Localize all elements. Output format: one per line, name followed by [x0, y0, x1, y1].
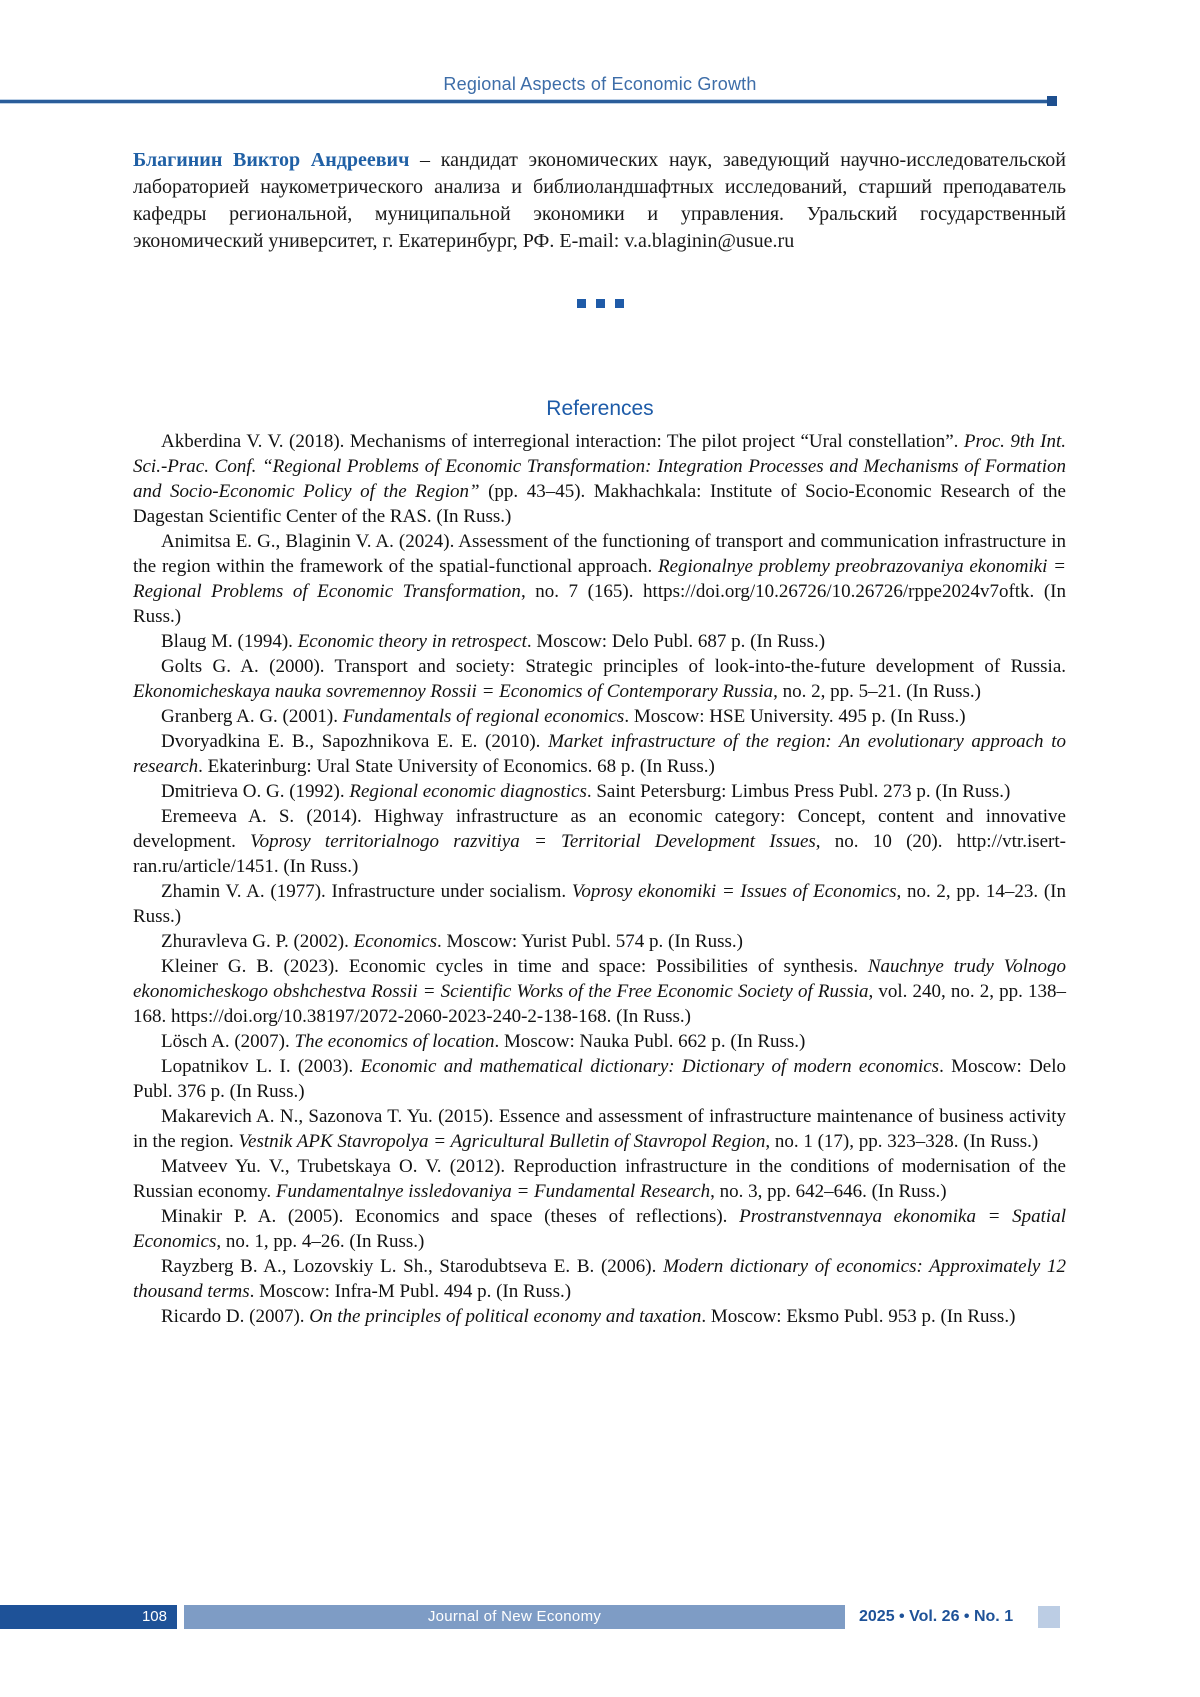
reference-text: . Moscow: Delo Publ. 376 p. (In Russ.): [133, 1056, 1067, 1102]
reference-item: [133, 1054, 1066, 1104]
reference-source-italic: Economics: [353, 931, 437, 952]
reference-source-italic: Vestnik APK Stavropolya = Agricultural Bulletin of Stavropol Region: [238, 1131, 766, 1152]
reference-text: Eremeeva A. S. (2014). Highway infrastructure as an economic category: Concept, content and innovative development.: [133, 806, 1066, 852]
section-separator: [0, 299, 1200, 308]
reference-text: . Moscow: Infra-M Publ. 494 p. (In Russ.): [249, 1281, 572, 1302]
reference-source-italic: Prostranstvennaya ekonomika = Spatial Economics: [133, 1206, 1066, 1252]
author-name: Благинин Виктор Андреевич: [133, 149, 410, 171]
reference-source-italic: Voprosy ekonomiki = Issues of Economics: [571, 881, 897, 902]
reference-item: [133, 729, 1066, 779]
reference-item: [133, 1029, 1066, 1054]
reference-source-italic: Economic and mathematical dictionary: Dictionary of modern economics: [360, 1056, 940, 1077]
reference-item: [133, 954, 1066, 1029]
reference-text: . Moscow: Nauka Publ. 662 p. (In Russ.): [494, 1031, 806, 1052]
reference-item: [133, 779, 1066, 804]
reference-text: , no. 1 (17), pp. 323–328. (In Russ.): [765, 1131, 1039, 1152]
header-rule: [0, 100, 1050, 103]
reference-source-italic: Fundamentals of regional economics: [342, 706, 625, 727]
reference-text: , no. 1, pp. 4–26. (In Russ.): [216, 1231, 425, 1252]
reference-text: , no. 2, pp. 5–21. (In Russ.): [773, 681, 982, 702]
reference-item: [133, 704, 1066, 729]
reference-source-italic: Regionalnye problemy preobrazovaniya ekonomiki = Regional Problems of Economic Transformation: [133, 556, 1066, 602]
page-footer: [0, 1605, 1200, 1629]
reference-source-italic: Modern dictionary of economics: Approximately 12 thousand terms: [133, 1256, 1067, 1302]
reference-text: Makarevich A. N., Sazonova T. Yu. (2015). Essence and assessment of infrastructure maintenance of business activity in the region.: [133, 1106, 1066, 1152]
square-dot-icon: [615, 299, 624, 308]
reference-source-italic: Ekonomicheskaya nauka sovremennoy Rossii = Economics of Contemporary Russia: [133, 681, 774, 702]
header-rule-end-square-icon: [1047, 96, 1057, 106]
reference-source-italic: Economic theory in retrospect: [297, 631, 527, 652]
reference-text: Lösch A. (2007).: [161, 1031, 295, 1052]
reference-text: Kleiner G. B. (2023). Economic cycles in time and space: Possibilities of synthesis.: [161, 956, 868, 977]
reference-text: Minakir P. A. (2005). Economics and space (theses of reflections).: [161, 1206, 740, 1227]
reference-item: [133, 654, 1066, 704]
reference-item: [133, 879, 1066, 929]
author-bio-text: – кандидат экономических наук, заведующий научно-исследовательской лабораторией наукометрического анализа и библиоландшафтных исследований, старший преподаватель кафедры региональной, муниципальной экономики и управления. Уральский государственный экономический университет, г. Екатеринбург, РФ. E-mail: v.a.blaginin@usue.ru: [133, 149, 1066, 252]
reference-item: [133, 1304, 1066, 1329]
reference-item: [133, 804, 1066, 879]
reference-item: [133, 929, 1066, 954]
reference-source-italic: Voprosy territorialnogo razvitiya = Territorial Development Issues: [250, 831, 816, 852]
reference-text: Animitsa E. G., Blaginin V. A. (2024). Assessment of the functioning of transport and communication infrastructure in the region within the framework of the spatial-functional approach.: [133, 531, 1066, 577]
reference-item: [133, 429, 1066, 529]
reference-item: [133, 1204, 1066, 1254]
reference-source-italic: Proc. 9th Int. Sci.-Prac. Conf. “Regional Problems of Economic Transformation: Integration Processes and Mechanisms of Formation and Socio-Economic Policy of the Region”: [133, 431, 1066, 502]
references-list: [133, 429, 1066, 1329]
reference-text: . Moscow: Yurist Publ. 574 p. (In Russ.): [436, 931, 743, 952]
reference-text: . Saint Petersburg: Limbus Press Publ. 273 p. (In Russ.): [586, 781, 1011, 802]
reference-text: , no. 10 (20). http://vtr.isert-ran.ru/article/1451. (In Russ.): [133, 831, 1066, 877]
reference-text: , no. 2, pp. 14–23. (In Russ.): [133, 881, 1066, 927]
reference-text: Ricardo D. (2007).: [161, 1306, 310, 1327]
reference-text: Lopatnikov L. I. (2003).: [161, 1056, 361, 1077]
reference-source-italic: The economics of location: [294, 1031, 495, 1052]
reference-text: (pp. 43–45). Makhachkala: Institute of Socio-Economic Research of the Dagestan Scientific Center of the RAS. (In Russ.): [133, 481, 1066, 527]
reference-text: Granberg A. G. (2001).: [161, 706, 343, 727]
running-head: Regional Aspects of Economic Growth: [443, 74, 757, 94]
reference-item: [133, 1254, 1066, 1304]
reference-text: , no. 3, pp. 642–646. (In Russ.): [710, 1181, 947, 1202]
reference-source-italic: Nauchnye trudy Volnogo ekonomicheskogo obshchestva Rossii = Scientific Works of the Free Economic Society of Russia: [133, 956, 1066, 1002]
reference-text: , vol. 240, no. 2, pp. 138–168. https://doi.org/10.38197/2072-2060-2023-240-2-138-168. (In Russ.): [133, 981, 1066, 1027]
reference-source-italic: Fundamentalnye issledovaniya = Fundamental Research: [275, 1181, 711, 1202]
reference-text: Golts G. A. (2000). Transport and society: Strategic principles of look-into-the-future development of Russia.: [161, 656, 1066, 677]
issue-info: 2025 • Vol. 26 • No. 1: [859, 1608, 1014, 1625]
reference-text: Dvoryadkina E. B., Sapozhnikova E. E. (2010).: [161, 731, 549, 752]
reference-item: [133, 529, 1066, 629]
reference-source-italic: Regional economic diagnostics: [349, 781, 587, 802]
reference-item: [133, 1154, 1066, 1204]
reference-text: Dmitrieva O. G. (1992).: [161, 781, 350, 802]
page-number-badge: 108: [0, 1605, 177, 1629]
reference-text: . Ekaterinburg: Ural State University of Economics. 68 p. (In Russ.): [198, 756, 715, 777]
reference-text: . Moscow: HSE University. 495 p. (In Russ.): [624, 706, 966, 727]
reference-text: Akberdina V. V. (2018). Mechanisms of interregional interaction: The pilot project “Ural constellation”.: [161, 431, 964, 452]
author-bio: [133, 147, 1066, 255]
reference-text: . Moscow: Eksmo Publ. 953 p. (In Russ.): [701, 1306, 1016, 1327]
reference-source-italic: On the principles of political economy and taxation: [309, 1306, 702, 1327]
reference-text: Rayzberg B. A., Lozovskiy L. Sh., Starodubtseva E. B. (2006).: [161, 1256, 664, 1277]
footer-end-square-icon: [1038, 1606, 1060, 1628]
reference-text: . Moscow: Delo Publ. 687 p. (In Russ.): [526, 631, 826, 652]
reference-text: Blaug M. (1994).: [161, 631, 298, 652]
square-dot-icon: [577, 299, 586, 308]
reference-item: [133, 1104, 1066, 1154]
reference-source-italic: Market infrastructure of the region: An evolutionary approach to research: [133, 731, 1066, 777]
reference-text: Zhamin V. A. (1977). Infrastructure under socialism.: [161, 881, 572, 902]
square-dot-icon: [596, 299, 605, 308]
reference-text: Matveev Yu. V., Trubetskaya O. V. (2012). Reproduction infrastructure in the conditions of modernisation of the Russian economy.: [133, 1156, 1066, 1202]
reference-text: , no. 7 (165). https://doi.org/10.26726/10.26726/rppe2024v7oftk. (In Russ.): [133, 581, 1067, 627]
journal-name-bar: Journal of New Economy: [184, 1605, 845, 1629]
references-title: References: [546, 397, 654, 420]
reference-item: [133, 629, 1066, 654]
reference-text: Zhuravleva G. P. (2002).: [161, 931, 354, 952]
